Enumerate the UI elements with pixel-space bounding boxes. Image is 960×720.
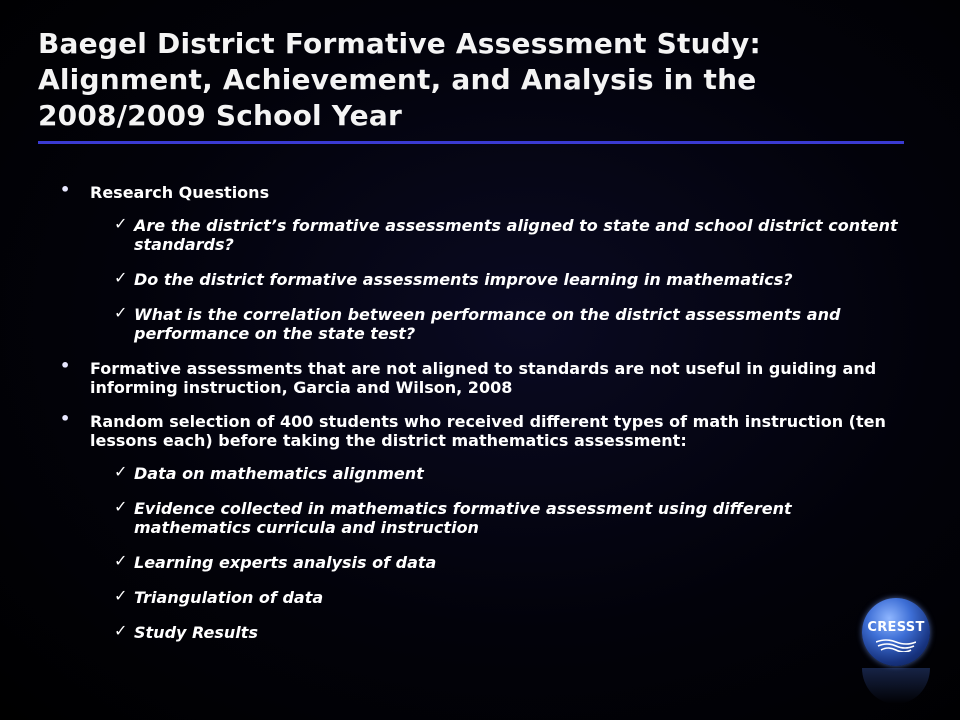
sub-item: [92, 588, 910, 607]
sub-item-text: Triangulation of data: [134, 588, 324, 607]
bullet-alignment-citation: [60, 356, 910, 397]
sub-item: [92, 553, 910, 572]
checkmark-icon: ✓: [114, 497, 128, 516]
sub-item-text: Are the district’s formative assessments aligned to state and school district content standards?: [134, 216, 898, 254]
checkmark-icon: ✓: [114, 586, 128, 605]
sub-item: [92, 464, 910, 483]
checkmark-icon: ✓: [114, 551, 128, 570]
title-divider: [38, 141, 904, 144]
sub-list: [90, 216, 910, 343]
sub-item: [92, 270, 910, 289]
cresst-logo: [862, 598, 930, 666]
bullet-icon: •: [60, 409, 71, 428]
sub-item-text: Data on mathematics alignment: [134, 464, 424, 483]
bullet-icon: •: [60, 356, 71, 375]
bullet-text: Random selection of 400 students who received different types of math instruction (ten lessons each) before taking the district mathematics assessment:: [90, 412, 886, 450]
sub-item: [92, 623, 910, 642]
sub-item: [92, 305, 910, 343]
bullet-text: Formative assessments that are not aligned to standards are not useful in guiding and informing instruction, Garcia and Wilson, 2008: [90, 359, 877, 397]
checkmark-icon: ✓: [114, 303, 128, 322]
checkmark-icon: ✓: [114, 462, 128, 481]
sub-item-text: Do the district formative assessments improve learning in mathematics?: [134, 270, 793, 289]
logo-text: CRESST: [867, 620, 925, 635]
bullet-random-selection: [60, 409, 910, 642]
sub-item: [92, 499, 910, 537]
bullet-text: Research Questions: [90, 183, 270, 202]
slide-content: [60, 180, 910, 658]
logo-waves-icon: [876, 638, 916, 652]
sub-item-text: Study Results: [134, 623, 258, 642]
sub-item-text: Evidence collected in mathematics formative assessment using different mathematics curricula and instruction: [134, 499, 792, 537]
checkmark-icon: ✓: [114, 621, 128, 640]
sub-list: [90, 464, 910, 642]
bullet-icon: •: [60, 180, 71, 199]
checkmark-icon: ✓: [114, 214, 128, 233]
sub-item-text: What is the correlation between performance on the district assessments and performance on the state test?: [134, 305, 841, 343]
sub-item-text: Learning experts analysis of data: [134, 553, 437, 572]
sub-item: [92, 216, 910, 254]
checkmark-icon: ✓: [114, 268, 128, 287]
bullet-research-questions: [60, 180, 910, 343]
slide-title: Baegel District Formative Assessment Study: Alignment, Achievement, and Analysis in the 2008/2009 School Year: [38, 27, 761, 132]
logo-reflection: [862, 668, 930, 704]
